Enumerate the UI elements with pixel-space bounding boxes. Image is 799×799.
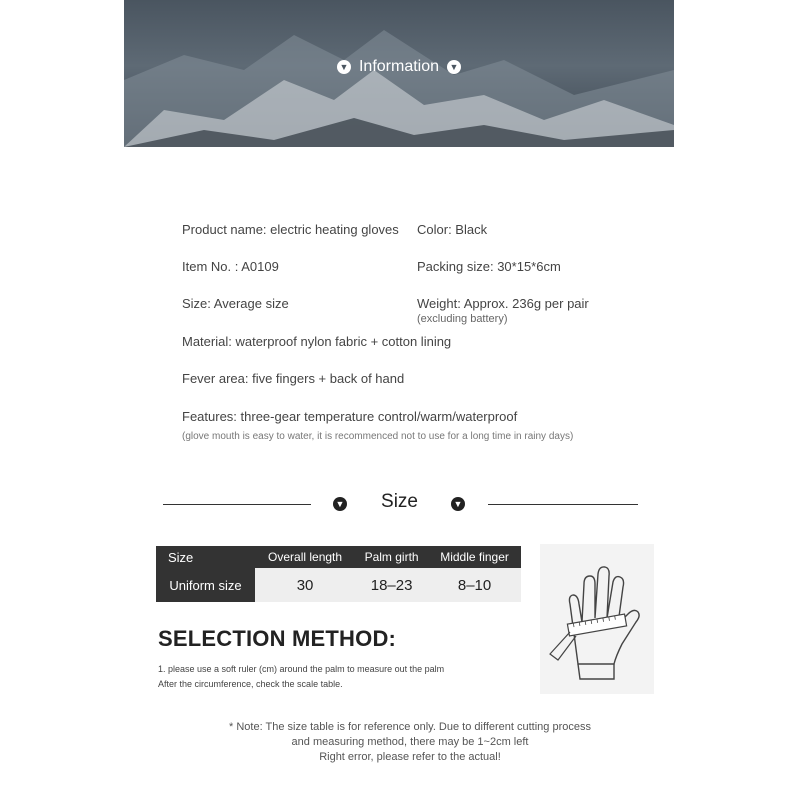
table-header: Overall length	[255, 546, 355, 568]
weight-note: (excluding battery)	[417, 313, 508, 325]
chevron-down-icon: ▼	[333, 497, 347, 511]
table-header: Size	[156, 546, 255, 568]
header-banner	[124, 0, 674, 147]
weight-text: Weight: Approx. 236g per pair	[417, 296, 589, 311]
size-section-heading	[0, 491, 799, 517]
product-name: Product name: electric heating gloves	[182, 222, 399, 237]
table-header: Palm girth	[355, 546, 428, 568]
table-cell: 8–10	[428, 568, 521, 602]
packing-size: Packing size: 30*15*6cm	[417, 259, 561, 274]
size-title: Size	[381, 491, 418, 512]
table-cell: Uniform size	[156, 568, 255, 602]
table-header-row	[156, 546, 521, 568]
material-spec: Material: waterproof nylon fabric + cotton lining	[182, 334, 452, 349]
size-spec: Size: Average size	[182, 296, 289, 311]
chevron-down-icon: ▼	[451, 497, 465, 511]
weight-spec	[417, 296, 589, 325]
disclaimer-line: * Note: The size table is for reference only. Due to different cutting process	[229, 721, 591, 733]
size-table	[156, 546, 521, 602]
disclaimer-line: Right error, please refer to the actual!	[319, 751, 501, 763]
chevron-down-icon: ▼	[337, 60, 351, 74]
table-cell: 18–23	[355, 568, 428, 602]
hand-measure-illustration	[540, 544, 654, 694]
table-row	[156, 568, 521, 602]
features-note: (glove mouth is easy to water, it is recommenced not to use for a long time in rainy days)	[182, 431, 574, 442]
banner-title-text: Information	[358, 58, 440, 75]
hand-icon	[540, 544, 654, 694]
divider	[488, 504, 638, 505]
features-spec: Features: three-gear temperature control/warm/waterproof	[182, 409, 518, 424]
chevron-down-icon: ▼	[447, 60, 461, 74]
size-disclaimer	[190, 720, 630, 765]
table-cell: 30	[255, 568, 355, 602]
banner-heading	[124, 58, 674, 76]
selection-step-2: After the circumference, check the scale table.	[158, 679, 343, 689]
selection-method-title: SELECTION METHOD:	[158, 626, 397, 651]
table-header: Middle finger	[428, 546, 521, 568]
fever-area-spec: Fever area: five fingers + back of hand	[182, 371, 405, 386]
product-color: Color: Black	[417, 222, 488, 237]
item-number: Item No. : A0109	[182, 259, 279, 274]
disclaimer-line: and measuring method, there may be 1~2cm left	[291, 736, 529, 748]
selection-step-1: 1. please use a soft ruler (cm) around the palm to measure out the palm	[158, 664, 445, 674]
